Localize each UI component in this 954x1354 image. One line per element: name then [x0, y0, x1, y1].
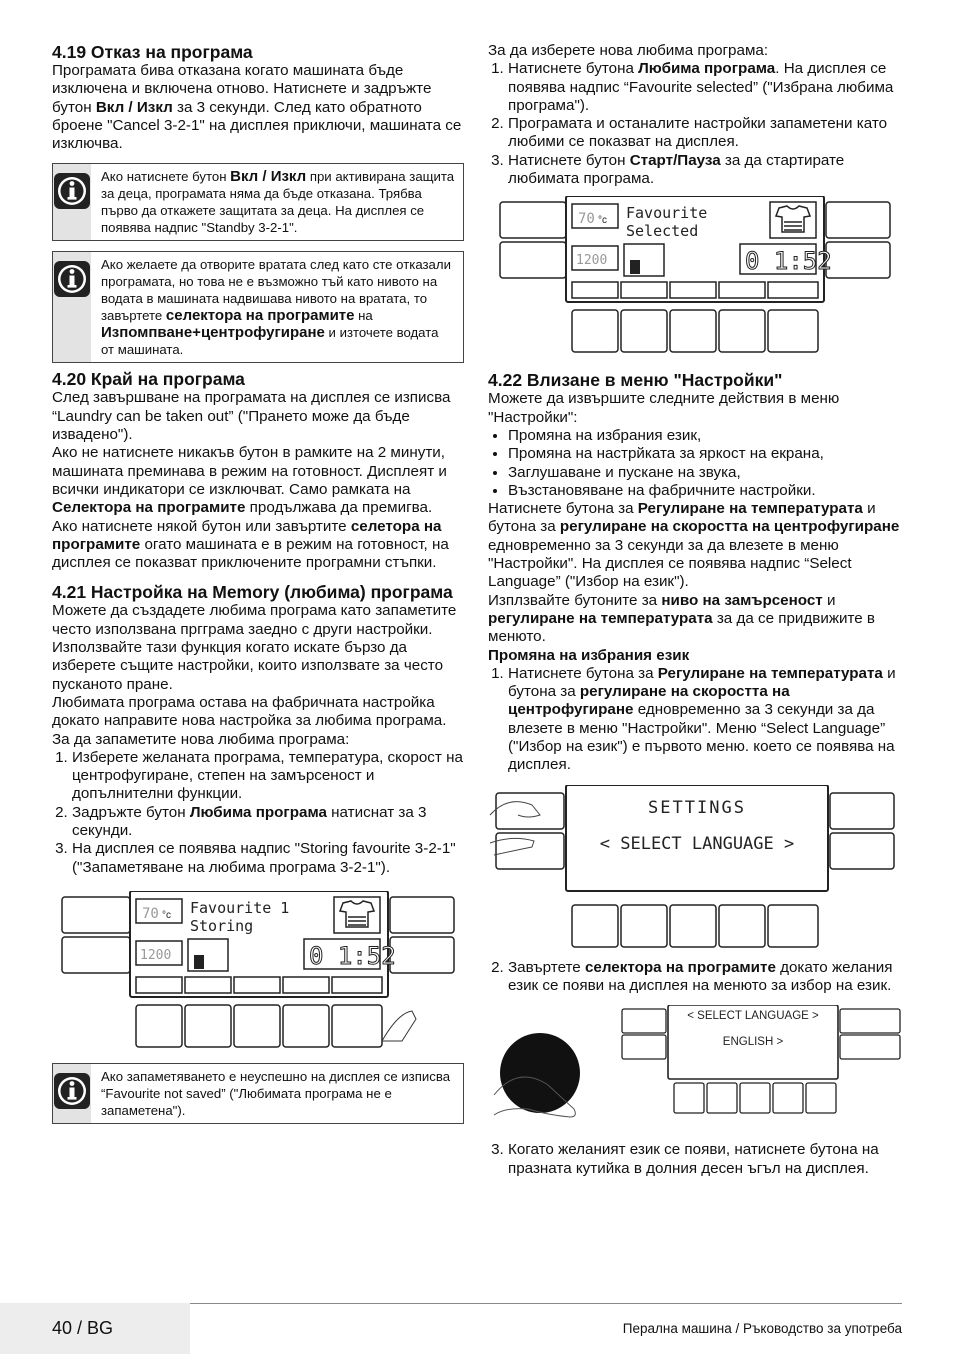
celsius-unit: °c [598, 215, 607, 227]
footer-divider [190, 1303, 902, 1304]
bottom-button [740, 1083, 770, 1113]
side-button [500, 242, 566, 278]
info-icon-wrap [53, 252, 91, 362]
spin-readout: 1200 [140, 947, 172, 963]
lcd-tab [572, 282, 618, 298]
change-language-steps-end [488, 1141, 904, 1178]
bottom-button [136, 1005, 182, 1047]
bottom-button [768, 310, 818, 352]
bottom-button [719, 905, 765, 947]
figure-favourite-selected [488, 196, 904, 356]
section-4-21-p2: Любимата програма остава на фабричната настройка докато направите нова настройка за любима програма. [52, 693, 447, 730]
list-item: 2. Завъртете селектора на програмите докато желания език се появи на дисплея на менюто за избор на език. [508, 959, 904, 996]
option-indicator-icon [194, 955, 204, 969]
side-button [500, 202, 566, 238]
lcd-line-1: Favourite [626, 204, 708, 223]
bottom-button [719, 310, 765, 352]
temperature-readout: 70 [142, 905, 159, 922]
side-button [496, 793, 564, 829]
side-button [62, 937, 130, 973]
side-button [390, 897, 454, 933]
lcd-select-language-text: < SELECT LANGUAGE > [687, 1010, 819, 1023]
side-button [622, 1009, 666, 1033]
side-button [826, 242, 890, 278]
bottom-button [283, 1005, 329, 1047]
info-icon [53, 172, 91, 210]
section-4-21-title: 4.21 Настройка на Memory (любима) програма [52, 582, 453, 603]
left-column [52, 42, 464, 1130]
bottom-button [185, 1005, 231, 1047]
figure-select-english [488, 1005, 904, 1129]
list-item: 1. Натиснете бутона за Регулиране на температурата и бутона за регулиране на скоростта на центрофугиране едновременно за 3 секунди за да влезете в меню "Настройки". Меню “Select Language” ("Избор на език") е първото меню. което се появява на дисплея. [508, 665, 904, 775]
info-icon [53, 1072, 91, 1110]
info-text-not-saved: Ако запаметяването е неуспешно на дисплея се изписва “Favourite not saved” ("Любимата програма не е запаметена"). [101, 1068, 451, 1118]
section-4-22-p3: Изплзвайте бутоните за ниво на замърсеност и регулиране на температурата за да се придвижите в менюто. [488, 591, 875, 646]
section-4-22-title: 4.22 Влизане в меню "Настройки" [488, 370, 783, 391]
finger-icon [382, 1011, 416, 1041]
bottom-button [572, 310, 618, 352]
program-selector-knob [500, 1033, 580, 1113]
lcd-tab [768, 282, 818, 298]
time-readout: 0 1:52 [745, 247, 832, 276]
footer-title: Перална машина / Ръководство за употреба [622, 1321, 902, 1336]
list-item: • Промяна на избрания език, [508, 427, 904, 445]
select-favourite-intro: За да изберете нова любима програма: [488, 42, 769, 59]
section-4-19-title: 4.19 Отказ на програма [52, 42, 253, 62]
bottom-button [234, 1005, 280, 1047]
bottom-button [572, 905, 618, 947]
bottom-button [670, 310, 716, 352]
side-button [496, 833, 564, 869]
lcd-settings-text: SETTINGS [648, 797, 746, 818]
store-favourite-steps [52, 749, 464, 877]
side-button [390, 937, 454, 973]
settings-actions-list [488, 427, 904, 500]
bottom-button [621, 905, 667, 947]
section-4-20-p1: След завършване на програмата на дисплея се изписва “Laundry can be taken out” ("Прането може да бъде извадено"). [52, 389, 451, 444]
list-item: 2. Програмата и останалите настройки запаметени като любими се показват на дисплея. [508, 115, 904, 152]
lcd-tab [283, 977, 329, 993]
celsius-unit: °c [162, 909, 171, 921]
bottom-button [707, 1083, 737, 1113]
figure-settings-menu [488, 785, 904, 951]
select-favourite-steps [488, 60, 904, 188]
lcd-line-1: Favourite 1 [190, 898, 290, 917]
info-box-door [52, 251, 464, 363]
info-text-child-lock: Ако натиснете бутон Вкл / Изкл при активирана защита за деца, програмата няма да бъде отказана. Трябва първо да откажете защитата за деца. На дисплея се появява надпис "Standby 3-2-1". [101, 168, 455, 236]
section-4-19-body: Програмата бива отказана когато машината бъде изключена и включена отново. Натиснете и задръжте бутон Вкл / Изкл за 3 секунди. След като обратното броене "Cancel 3-2-1" на дисплея приключи, машината се изключва. [52, 62, 462, 153]
section-4-20-title: 4.20 Край на програма [52, 369, 245, 390]
lcd-english-text: ENGLISH > [722, 1036, 784, 1049]
section-4-21-p1: Можете да създадете любима програма като запаметите често използвана пргграма заедно с други настройки. Използвайте тази функция когато искате бързо да изберете същите настройки, които използвате за често пусканото пране. [52, 602, 457, 693]
list-item: 1. Изберете желаната програма, температура, скорост на центрофугиране, степен на замърсеност и допълнителни функции. [72, 749, 464, 804]
list-item: • Заглушаване и пускане на звука, [508, 464, 904, 482]
section-4-22-p1: Можете да извършите следните действия в меню "Настройки": [488, 390, 840, 426]
side-button [622, 1035, 666, 1059]
side-button [62, 897, 130, 933]
list-item: • Промяна на настрйката за яркост на екрана, [508, 445, 904, 463]
bottom-button [674, 1083, 704, 1113]
lcd-tab [621, 282, 667, 298]
info-icon [53, 260, 91, 298]
list-item: 3. Натиснете бутон Старт/Пауза за да стартирате любимата програма. [508, 152, 904, 189]
temperature-readout: 70 [578, 211, 595, 228]
section-4-20-p2: Ако не натиснете никакъв бутон в рамките на 2 минути, машината преминава в режим на готовност. Дисплеят и всички индикатори се изключват. Само рамката на Селектора на програмите продължава да премигва. [52, 444, 447, 517]
info-icon-wrap [53, 1064, 91, 1123]
page-number: 40 / BG [52, 1318, 114, 1338]
list-item: 2. Задръжте бутон Любима програма натиснат за 3 секунди. [72, 804, 464, 841]
bottom-button [621, 310, 667, 352]
lcd-tab [332, 977, 382, 993]
lcd-line-2: Selected [626, 222, 699, 241]
right-column [488, 42, 904, 1178]
side-button [826, 202, 890, 238]
side-button [840, 1009, 900, 1033]
subheading-change-language: Промяна на избрания език [488, 646, 690, 664]
bottom-button [768, 905, 818, 947]
bottom-button [670, 905, 716, 947]
lcd-tab [185, 977, 231, 993]
bottom-button [332, 1005, 382, 1047]
lcd-tab [136, 977, 182, 993]
bottom-button [773, 1083, 803, 1113]
spin-readout: 1200 [576, 253, 608, 269]
lcd-tab [234, 977, 280, 993]
info-box-child-lock [52, 163, 464, 241]
lcd-select-language-text: < SELECT LANGUAGE > [599, 833, 795, 854]
info-text-door: Ако желаете да отворите вратата след като сте отказали програмата, но това не е възможно тъй като нивото на водата в машината надвишава нивото на вратата, то завъртете селектора на програмите на Изпомпване+центрофугиране и източете водата от машината. [101, 257, 451, 358]
lcd-line-2: Storing [190, 916, 254, 935]
figure-favourite-storing [52, 891, 464, 1049]
list-item: • Възстановяване на фабричните настройки. [508, 482, 904, 500]
side-button [830, 833, 894, 869]
list-item: 3. На дисплея се появява надпис "Storing favourite 3-2-1" ("Запаметяване на любима програма 3-2-1"). [72, 840, 464, 877]
side-button [830, 793, 894, 829]
info-box-not-saved [52, 1063, 464, 1124]
side-button [840, 1035, 900, 1059]
section-4-22-p2: Натиснете бутона за Регулиране на температурата и бутона за регулиране на скоростта на центрофугиране едновременно за 3 секунди за да влезете в меню "Настройки". На дисплея се появява надпис “Select Language” ("Избор на език"). [488, 500, 900, 591]
section-4-20-p3: Ако натиснете някой бутон или завъртите селетора на програмите огато машината е в режим на готовност, на дисплея се показват приключените програмни стъпки. [52, 517, 449, 572]
bottom-button [806, 1083, 836, 1113]
option-indicator-icon [630, 260, 640, 274]
lcd-tab [719, 282, 765, 298]
list-item: 3. Когато желаният език се появи, натиснете бутона на празната кутийка в долния десен ъгъл на дисплея. [508, 1141, 904, 1178]
change-language-steps [488, 665, 904, 775]
info-icon-wrap [53, 164, 91, 240]
time-readout: 0 1:52 [309, 941, 396, 970]
change-language-steps-cont [488, 959, 904, 996]
list-item: 1. Натиснете бутона Любима програма. На дисплея се появява надпис “Favourite selected” ("Избрана любима програма"). [508, 60, 904, 115]
section-4-21-p3: За да запаметите нова любима програма: [52, 730, 350, 748]
lcd-tab [670, 282, 716, 298]
